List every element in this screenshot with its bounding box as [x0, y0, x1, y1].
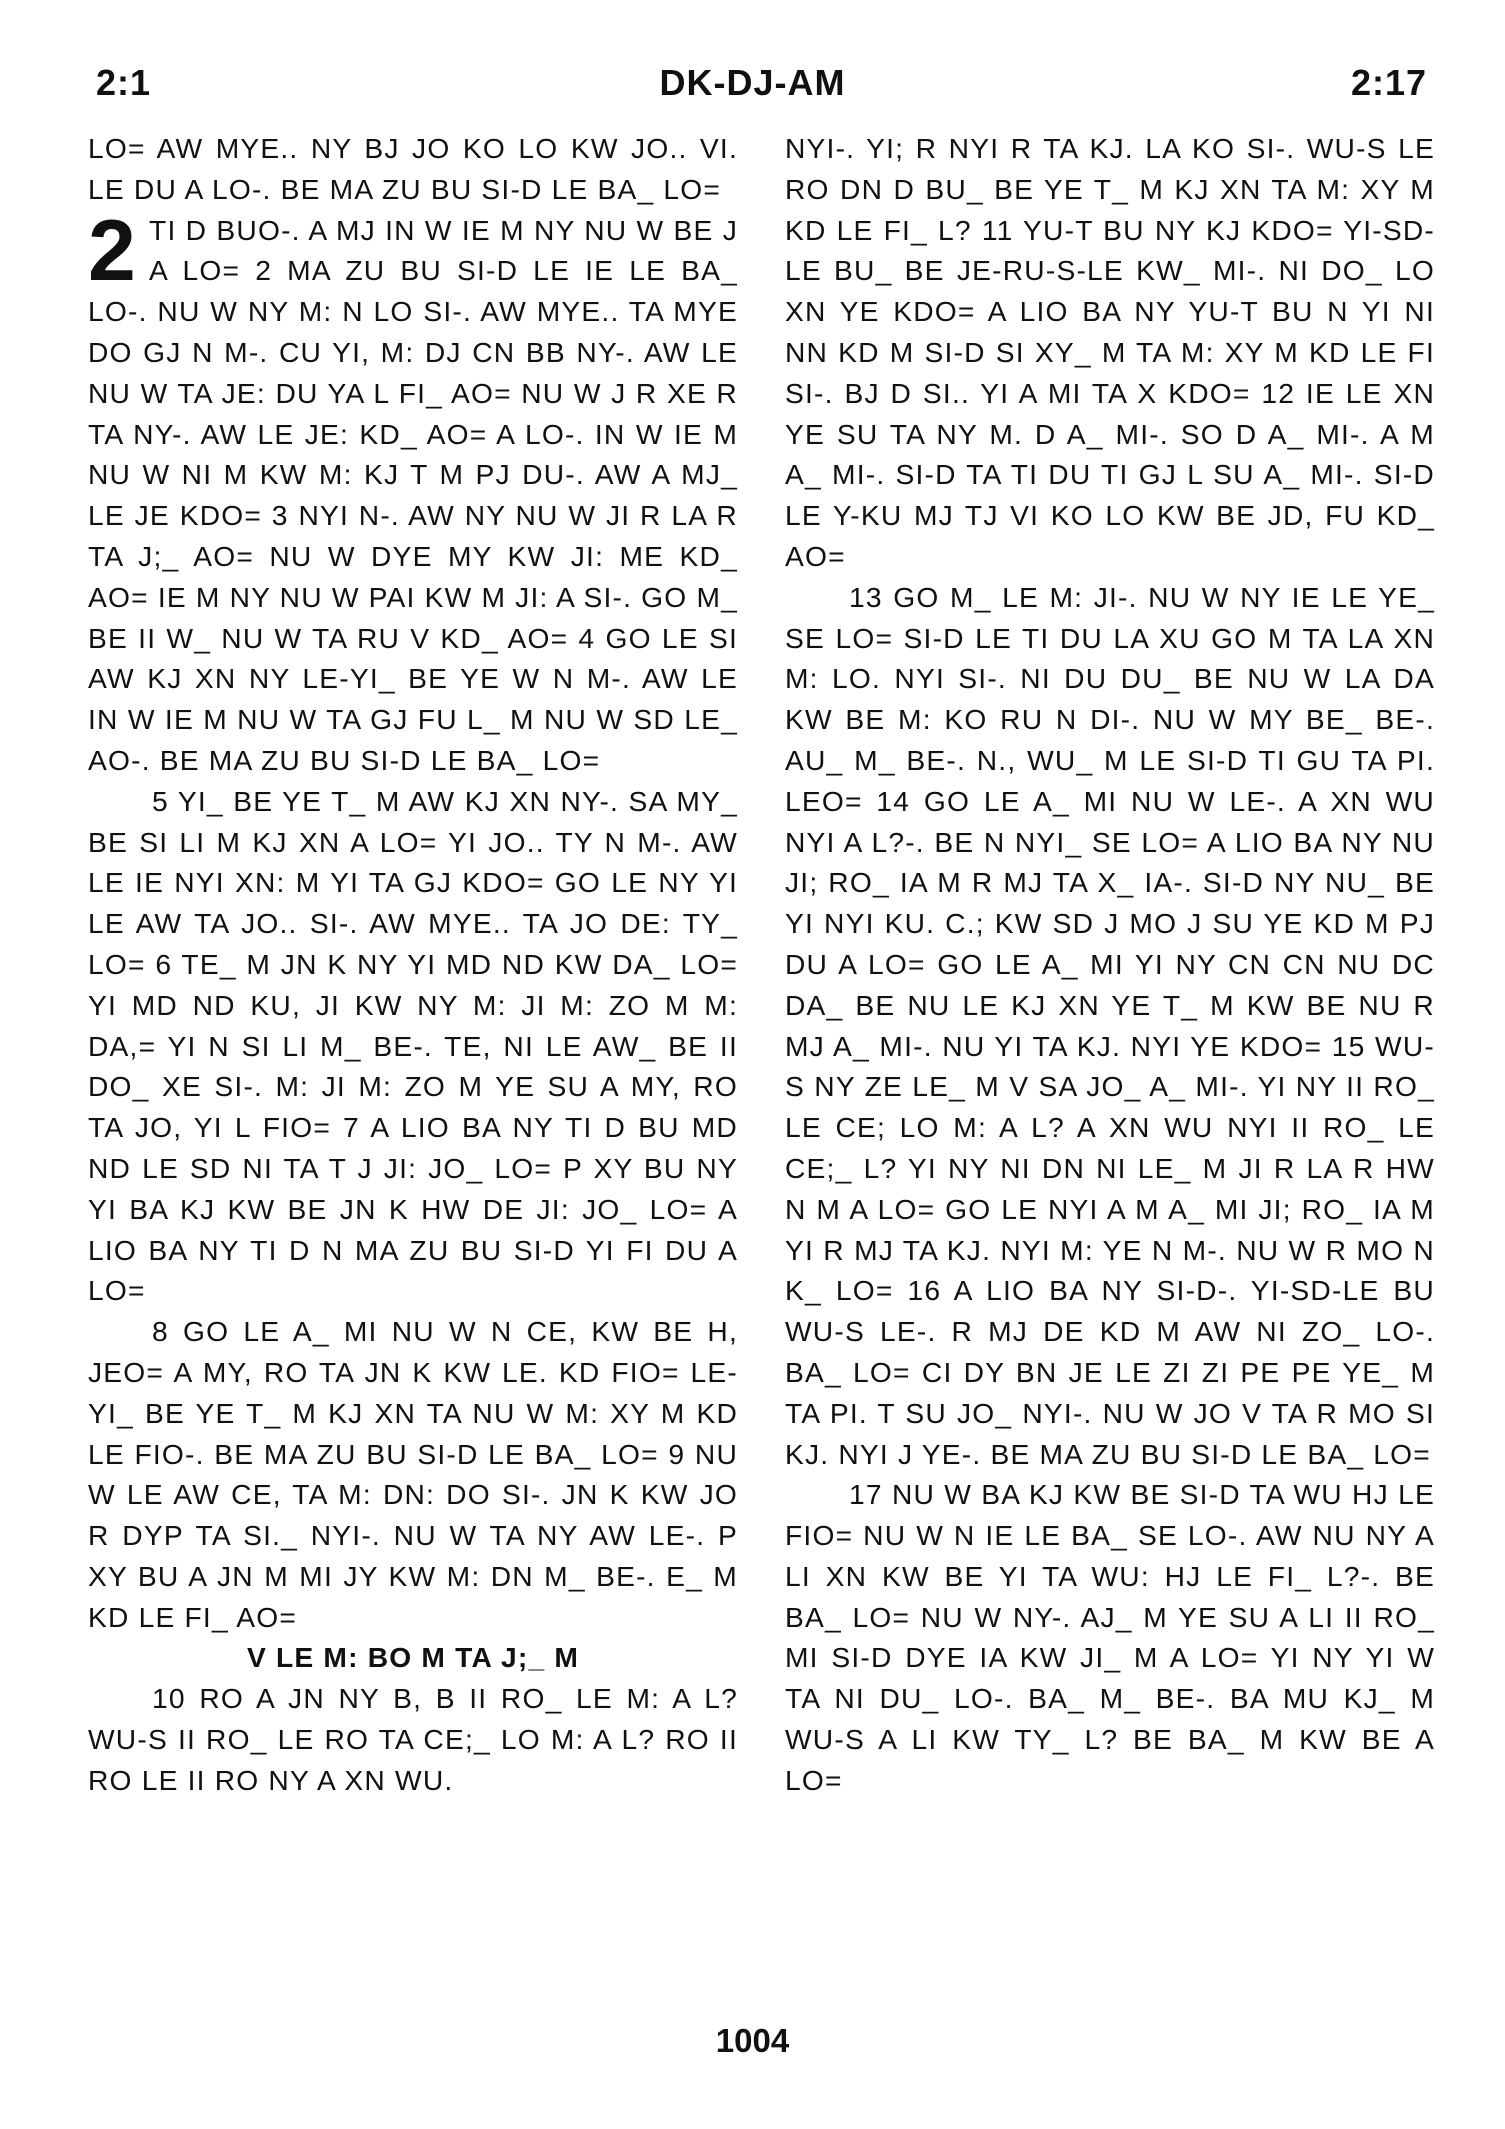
paragraph-text: TI D BUO-. A MJ IN W IE M NY NU W BE J A LO= 2 MA ZU BU SI-D LE IE LE BA_ LO-. NU W NY M: N LO SI-. AW MYE.. TA MYE DO GJ N M-. CU YI, M: DJ CN BB NY-. AW LE NU W TA JE: DU YA L FI_ AO= NU W J R XE R TA NY-. AW LE JE: KD_ AO= A LO-. IN W IE M NU W NI M KW M: KJ T M PJ DU-. AW A MJ_ LE JE KDO= 3 NYI N-. AW NY NU W JI R LA R TA J;_ AO= NU W DYE MY KW JI: ME KD_ AO= IE M NY NU W PAI KW M JI: A SI-. GO M_ BE II W_ NU W TA RU V KD_ AO= 4 GO LE SI AW KJ XN NY LE-YI_ BE YE W N M-. AW LE IN W IE M NU W TA GJ FU L_ M NU W SD LE_ AO-. BE MA ZU BU SI-D LE BA_ LO=	[88, 213, 739, 776]
paragraph: 13 GO M_ LE M: JI-. NU W NY IE LE YE_ SE LO= SI-D LE TI DU LA XU GO M TA LA XN M: LO. NYI SI-. NI DU DU_ BE NU W LA DA KW BE M: KO RU N DI-. NU W MY BE_ BE-. AU_ M_ BE-. N., WU_ M LE SI-D TI GU TA PI. LEO= 14 GO LE A_ MI NU W LE-. A XN WU NYI A L?-. BE N NYI_ SE LO= A LIO BA NY NU JI; RO_ IA M R MJ TA X_ IA-. SI-D NY NU_ BE YI NYI KU. C.; KW SD J MO J SU YE KD M PJ DU A LO= GO LE A_ MI YI NY CN CN NU DC DA_ BE NU LE KJ XN YE T_ M KW BE NU R MJ A_ MI-. NU YI TA KJ. NYI YE KDO= 15 WU-S NY ZE LE_ M V SA JO_ A_ MI-. YI NY II RO_ LE CE; LO M: A L? A XN WU NYI II RO_ LE CE;_ L? YI NY NI DN NI LE_ M JI R LA R HW N M A LO= GO LE NYI A M A_ MI JI; RO_ IA M YI R MJ TA KJ. NYI M: YE N M-. NU W R MO N K_ LO= 16 A LIO BA NY SI-D-. YI-SD-LE BU WU-S LE-. R MJ DE KD M AW NI ZO_ LO-. BA_ LO= CI DY BN JE LE ZI ZI PE PE YE_ M TA PI. T SU JO_ NYI-. NU W JO V TA R MO SI KJ. NYI J YE-. BE MA ZU BU SI-D LE BA_ LO=	[785, 580, 1435, 1470]
chapter-paragraph	[88, 202, 739, 781]
right-column	[785, 128, 1435, 1801]
left-column	[88, 128, 738, 1801]
paragraph: 17 NU W BA KJ KW BE SI-D TA WU HJ LE FIO= NU W N IE LE BA_ SE LO-. AW NU NY A LI XN KW BE YI TA WU: HJ LE FI_ L?-. BE BA_ LO= NU W NY-. AJ_ M YE SU A LI II RO_ MI SI-D DYE IA KW JI_ M A LO= YI NY YI W TA NI DU_ LO-. BA_ M_ BE-. BA MU KJ_ M WU-S A LI KW TY_ L? BE BA_ M KW BE A LO=	[785, 1478, 1435, 1796]
paragraph: 5 YI_ BE YE T_ M AW KJ XN NY-. SA MY_ BE SI LI M KJ XN A LO= YI JO.. TY N M-. AW LE IE NYI XN: M YI TA GJ KDO= GO LE NY YI LE AW TA JO.. SI-. AW MYE.. TA JO DE: TY_ LO= 6 TE_ M JN K NY YI MD ND KW DA_ LO= YI MD ND KU, JI KW NY M: JI M: ZO M M: DA,= YI N SI LI M_ BE-. TE, NI LE AW_ BE II DO_ XE SI-. M: JI M: ZO M YE SU A MY, RO TA JO, YI L FIO= 7 A LIO BA NY TI D BU MD ND LE SD NI TA T J JI: JO_ LO= P XY BU NY YI BA KJ KW BE JN K HW DE JI: JO_ LO= A LIO BA NY TI D N MA ZU BU SI-D YI FI DU A LO=	[88, 784, 738, 1307]
chapter-number: 2	[88, 202, 138, 299]
running-head-left: 2:1	[96, 62, 152, 103]
page-number: 1004	[715, 2022, 790, 2059]
section-heading: V LE M: BO M TA J;_ M	[246, 1641, 580, 1674]
paragraph: LO= AW MYE.. NY BJ JO KO LO KW JO.. VI. LE DU A LO-. BE MA ZU BU SI-D LE BA_ LO=	[88, 132, 738, 205]
paragraph: NYI-. YI; R NYI R TA KJ. LA KO SI-. WU-S LE RO DN D BU_ BE YE T_ M KJ XN TA M: XY M KD LE FI_ L? 11 YU-T BU NY KJ KDO= YI-SD-LE BU_ BE JE-RU-S-LE KW_ MI-. NI DO_ LO XN YE KDO= A LIO BA NY YU-T BU N YI NI NN KD M SI-D SI XY_ M TA M: XY M KD LE FI SI-. BJ D SI.. YI A MI TA X KDO= 12 IE LE XN YE SU TA NY M. D A_ MI-. SO D A_ MI-. A M A_ MI-. SI-D TA TI DU TI GJ L SU A_ MI-. SI-D LE Y-KU MJ TJ VI KO LO KW BE JD, FU KD_ AO=	[785, 132, 1435, 572]
running-head-title: DK-DJ-AM	[659, 62, 846, 103]
paragraph: 10 RO A JN NY B, B II RO_ LE M: A L? WU-S II RO_ LE RO TA CE;_ LO M: A L? RO II RO LE II RO NY A XN WU.	[88, 1682, 738, 1796]
running-head-right: 2:17	[1350, 62, 1427, 103]
paragraph: 8 GO LE A_ MI NU W N CE, KW BE H, JEO= A MY, RO TA JN K KW LE. KD FIO= LE-YI_ BE YE T_ M KJ XN TA NU W M: XY M KD LE FIO-. BE MA ZU BU SI-D LE BA_ LO= 9 NU W LE AW CE, TA M: DN: DO SI-. JN K KW JO R DYP TA SI._ NYI-. NU W TA NY AW LE-. P XY BU A JN M MI JY KW M: DN M_ BE-. E_ M KD LE FI_ AO=	[88, 1315, 738, 1633]
